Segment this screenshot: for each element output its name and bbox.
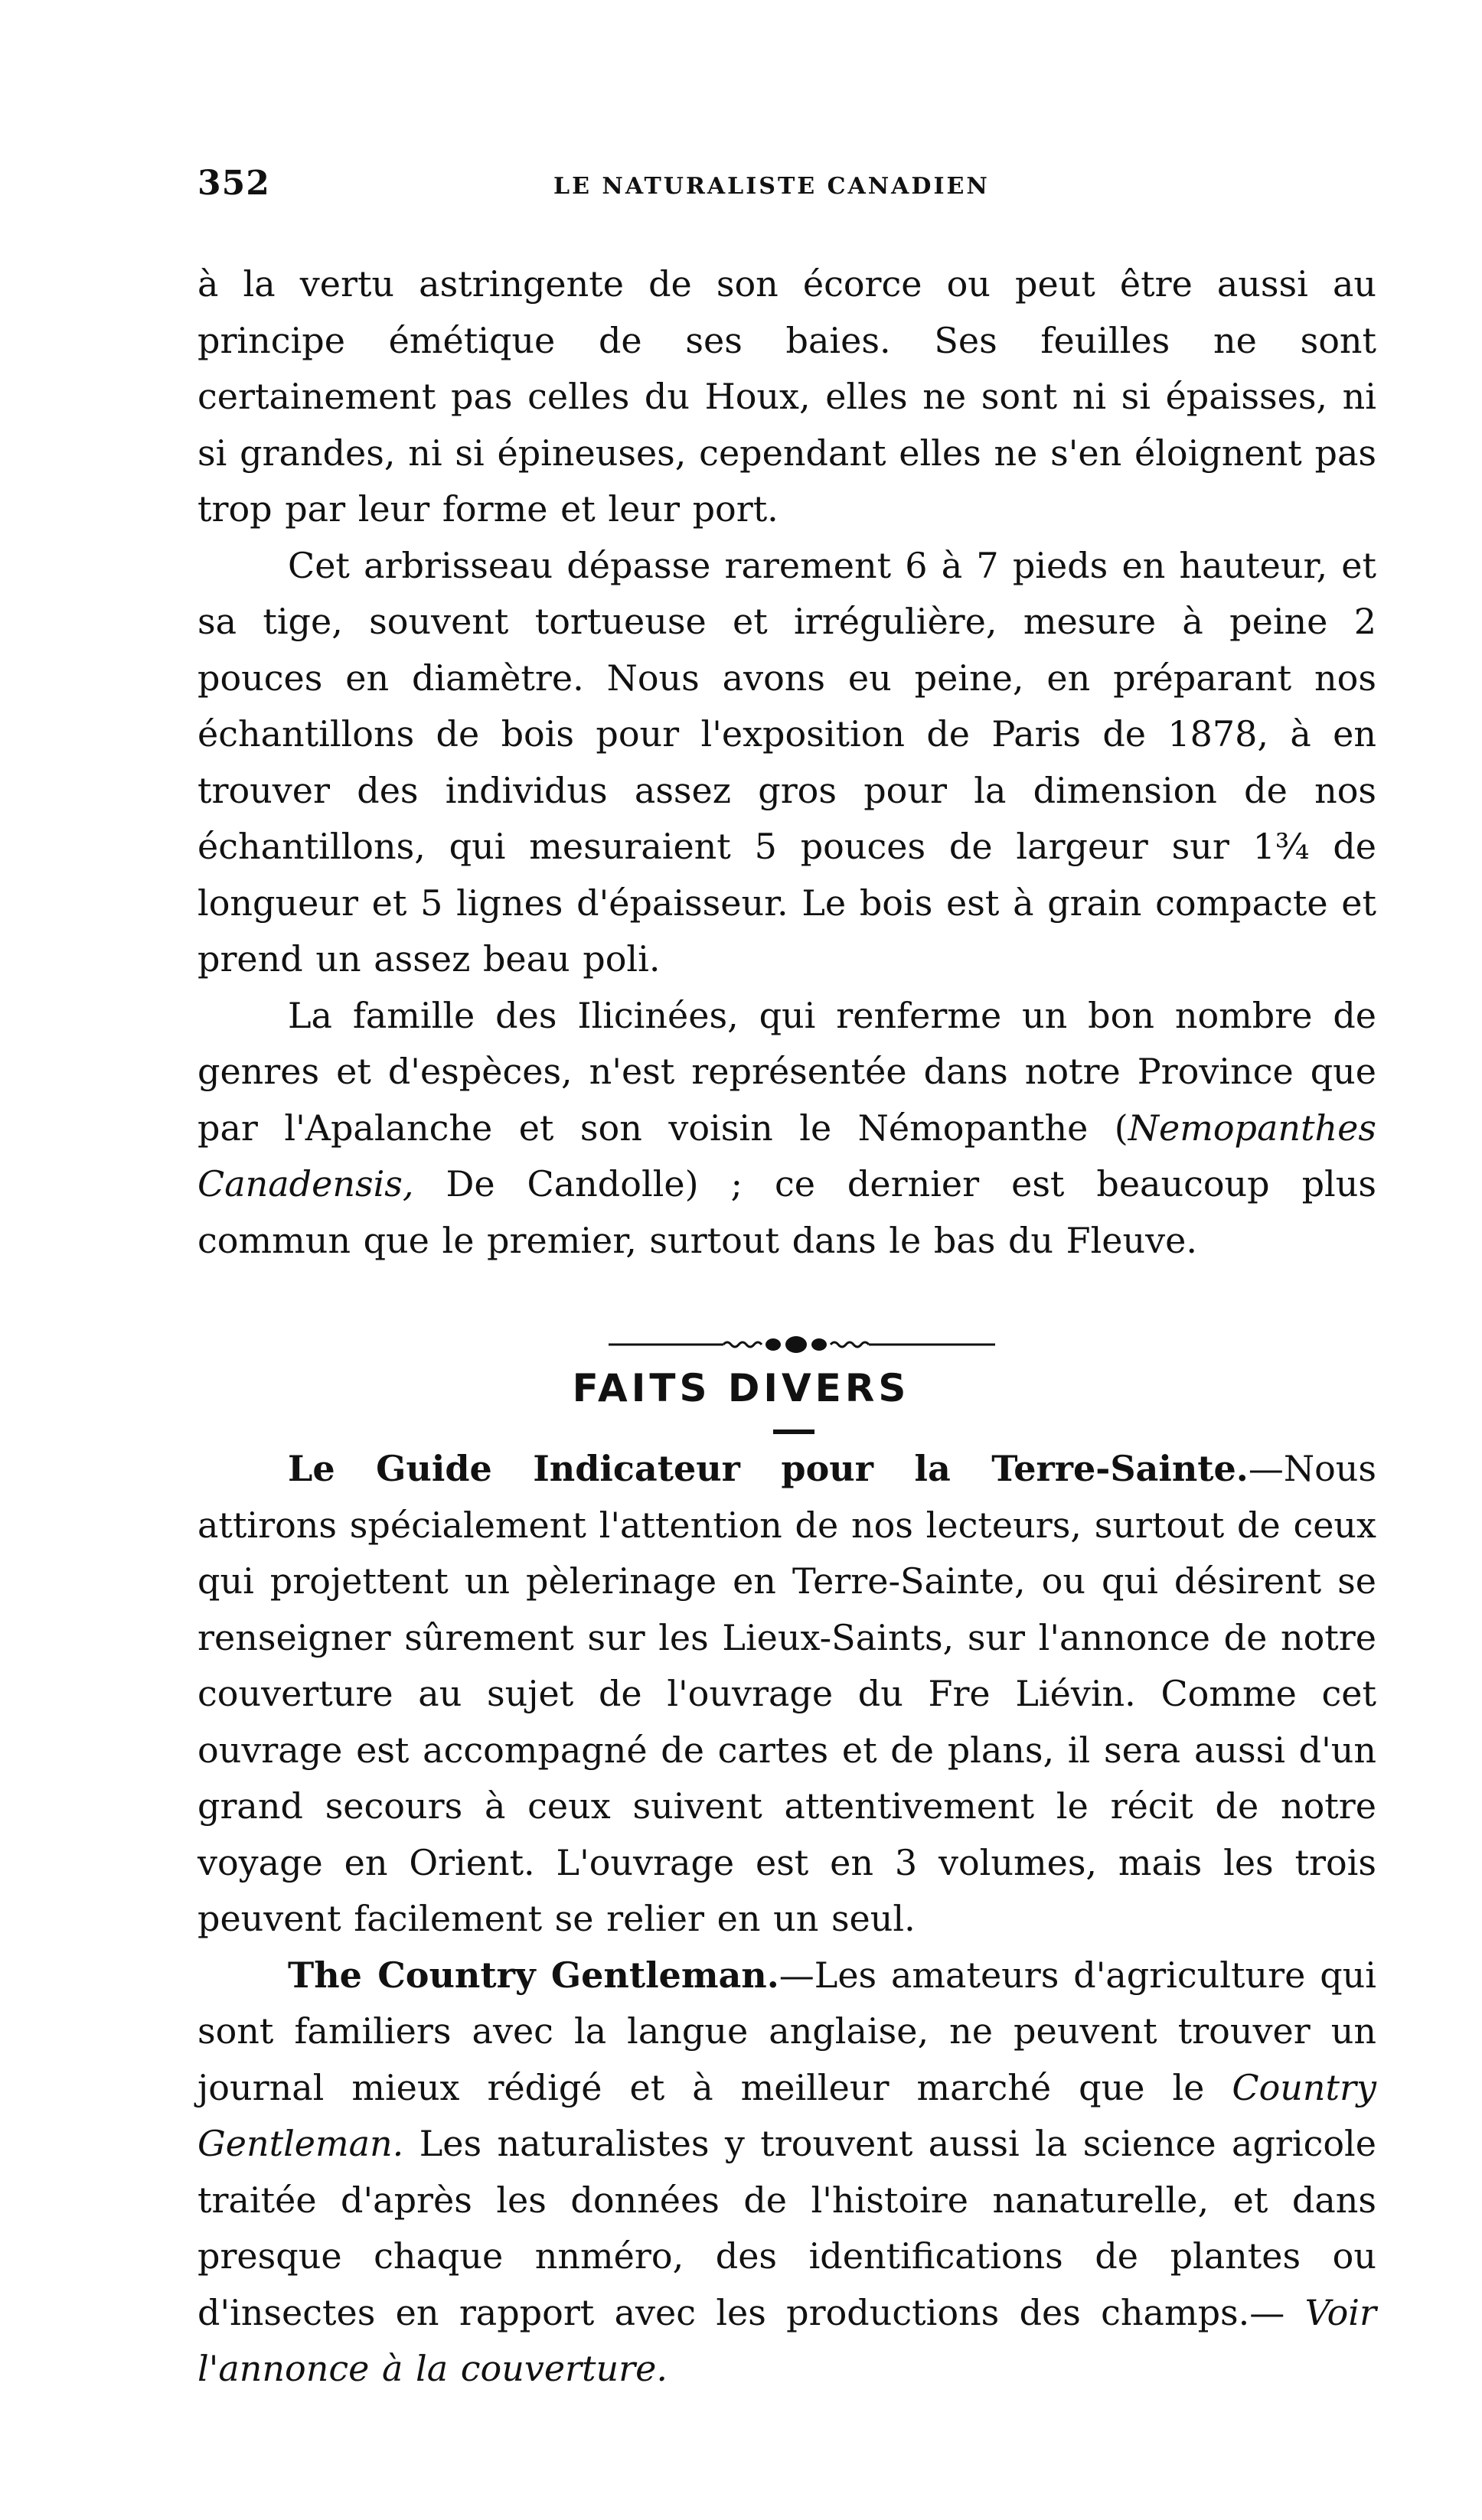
- paragraph-3-text-a: La famille des Ilicinées, qui renferme un bon nombre de genres et d'espèces, n'est représentée dans notre Province que par l'Apalanche et son voisin le Némopanthe (: [197, 994, 1376, 1149]
- cover-reference: Voir l'annonce à la couverture.: [197, 2291, 1376, 2389]
- page-header: [197, 164, 1376, 210]
- page-number: 352: [197, 164, 270, 203]
- article-continuation: [197, 256, 1376, 1269]
- section-title: FAITS DIVERS: [572, 1366, 910, 1410]
- paragraph-2: Cet arbrisseau dépasse rarement 6 à 7 pieds en hauteur, et sa tige, souvent tortueuse et irrégulière, mesure à peine 2 pouces en diamètre. Nous avons eu peine, en préparant nos échantillons de bois pour l'exposition de Paris de 1878, à en trouver des individus assez gros pour la dimension de nos échantillons, qui mesuraient 5 pouces de largeur sur 1¾ de longueur et 5 lignes d'épaisseur. Le bois est à grain compacte et prend un assez beau poli.: [197, 544, 1376, 980]
- news-items: [197, 1441, 1376, 2398]
- paragraph-1: à la vertu astringente de son écorce ou peut être aussi au principe émétique de ses baies. Ses feuilles ne sont certainement pas celles du Houx, elles ne sont ni si épaisses, ni si grandes, ni si épineuses, cependant elles ne s'en éloignent pas trop par leur forme et leur port.: [197, 263, 1376, 530]
- journal-title: Country Gentleman.: [197, 2066, 1376, 2164]
- news-item-country-heading: The Country Gentleman.: [288, 1954, 779, 1996]
- news-item-guide-heading: Le Guide Indicateur pour la Terre-Sainte.: [288, 1448, 1249, 1489]
- species-name: Nemopanthes Canadensis,: [197, 1107, 1376, 1205]
- ornamental-separator: [609, 1335, 995, 1354]
- news-item-guide-text: —Nous attirons spécialement l'attention de nos lecteurs, surtout de ceux qui projettent un pèlerinage en Terre-Sainte, ou qui désirent se renseigner sûrement sur les Lieux-Saints, sur l'annonce de notre couverture au sujet de l'ouvrage du Fre Liévin. Comme cet ouvrage est accompagné de cartes et de plans, il sera aussi d'un grand secours à ceux suivent attentivement le récit de notre voyage en Orient. L'ouvrage est en 3 volumes, mais les trois peuvent facilement se relier en un seul.: [197, 1448, 1376, 1939]
- paragraph-3-text-b: De Candolle) ; ce dernier est beaucoup plus commun que le premier, surtout dans le bas du Fleuve.: [197, 1163, 1376, 1261]
- title-rule: [773, 1430, 814, 1434]
- paragraph-3: [197, 988, 1376, 1270]
- news-item-country-gentleman: [197, 1948, 1376, 2398]
- running-head: LE NATURALISTE CANADIEN: [553, 173, 990, 200]
- news-item-country-text-b: Les naturalistes y trouvent aussi la science agricole traitée d'après les données de l'histoire nanaturelle, et dans presque chaque nnméro, des identifications de plantes ou d'insectes en rapport avec les productions des champs.—: [197, 2123, 1376, 2333]
- news-item-country-text-a: —Les amateurs d'agriculture qui sont familiers avec la langue anglaise, ne peuvent trouver un journal mieux rédigé et à meilleur marché que le: [197, 1954, 1376, 2108]
- news-item-guide: [197, 1441, 1376, 1948]
